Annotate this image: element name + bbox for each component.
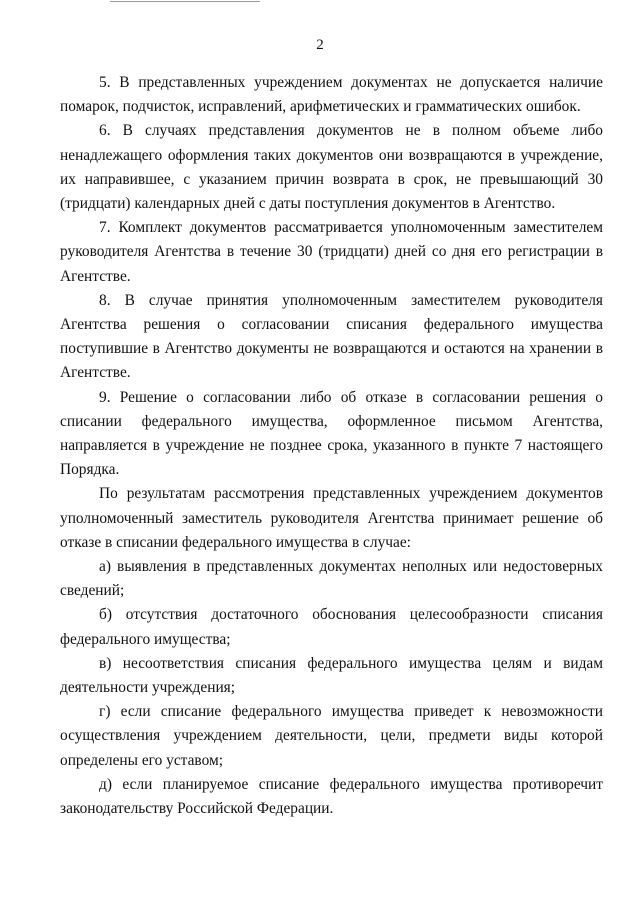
- paragraph-item-5: 5. В представленных учреждением документах не допускается наличие помарок, подчисток, исправлений, арифметических и грамматических ошибок.: [60, 74, 603, 116]
- paragraph-item-8: 8. В случае принятия уполномоченным заместителем руководителя Агентства решения о согласовании списания федерального имущества поступившие в Агентство документы не возвращаются и остаются на хранении в Агентстве.: [60, 291, 603, 382]
- refusal-case-c: в) несоответствия списания федерального имущества целям и видам деятельности учреждения;: [60, 654, 603, 697]
- paragraph-item-6: 6. В случаях представления документов не в полном объеме либо ненадлежащего оформления таких документов они возвращаются в учреждение, их направившее, с указанием причин возврата в срок, не превышающий 30 (тридцати) календарных дней с даты поступления документов в Агентство.: [60, 122, 603, 213]
- page-number: 2: [316, 37, 324, 53]
- refusal-case-d: г) если списание федерального имущества приведет к невозможности осуществления учреждением деятельности, цели, предмети виды которой определены его уставом;: [60, 703, 603, 769]
- refusal-intro-paragraph: По результатам рассмотрения представленных учреждением документов уполномоченный заместитель руководителя Агентства принимает решение об отказе в списании федерального имущества в случае:: [60, 485, 603, 551]
- paragraph-item-7: 7. Комплект документов рассматривается уполномоченным заместителем руководителя Агентства в течение 30 (тридцати) дней со дня его регистрации в Агентстве.: [60, 219, 603, 285]
- refusal-case-b: б) отсутствия достаточного обоснования целесообразности списания федерального имущества;: [60, 606, 603, 648]
- refusal-case-e: д) если планируемое списание федерального имущества противоречит законодательству Российской Федерации.: [60, 775, 603, 818]
- paragraph-item-9: 9. Решение о согласовании либо об отказе в согласовании решения о списании федерального имущества, оформленное письмом Агентства, направляется в учреждение не позднее срока, указанного в пункте 7 настоящего Порядка.: [60, 388, 603, 479]
- refusal-case-a: а) выявления в представленных документах неполных или недостоверных сведений;: [60, 558, 603, 600]
- document-body: [60, 71, 603, 821]
- scan-artifact-line: [110, 1, 260, 2]
